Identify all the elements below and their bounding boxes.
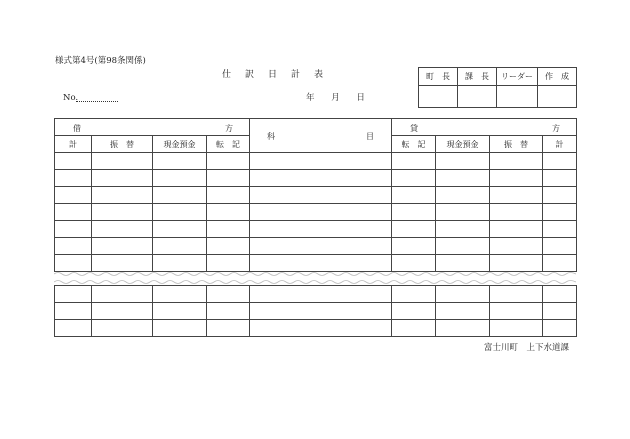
debit-transfer-header: 振 替 <box>92 136 153 153</box>
entry-cell[interactable] <box>207 255 250 272</box>
table-row <box>55 303 577 320</box>
credit-posting-header: 転 記 <box>392 136 436 153</box>
entry-cell[interactable] <box>543 170 577 187</box>
entry-cell[interactable] <box>392 221 436 238</box>
subject-label-2: 目 <box>366 132 374 141</box>
entry-cell[interactable] <box>153 255 207 272</box>
journal-table <box>54 118 577 272</box>
entry-cell[interactable] <box>92 153 153 170</box>
entry-cell[interactable] <box>153 320 207 337</box>
entry-cell[interactable] <box>250 153 392 170</box>
table-row <box>55 204 577 221</box>
approval-header-preparer: 作 成 <box>538 68 577 86</box>
entry-cell[interactable] <box>55 204 92 221</box>
entry-cell[interactable] <box>207 303 250 320</box>
table-row <box>55 221 577 238</box>
entry-cell[interactable] <box>436 286 490 303</box>
entry-cell[interactable] <box>490 221 543 238</box>
table-row <box>55 255 577 272</box>
credit-label: 貸 <box>410 124 418 133</box>
entry-cell[interactable] <box>250 286 392 303</box>
entry-cell[interactable] <box>250 255 392 272</box>
entry-cell[interactable] <box>153 204 207 221</box>
entry-cell[interactable] <box>92 238 153 255</box>
entry-cell[interactable] <box>55 286 92 303</box>
credit-side-label: 方 <box>552 124 560 133</box>
entry-cell[interactable] <box>92 303 153 320</box>
approval-table <box>418 67 577 108</box>
entry-cell[interactable] <box>153 187 207 204</box>
entry-cell[interactable] <box>153 221 207 238</box>
entry-cell[interactable] <box>250 238 392 255</box>
form-id: 様式第4号(第98条関係) <box>55 56 146 66</box>
entry-cell[interactable] <box>207 320 250 337</box>
entry-cell[interactable] <box>207 153 250 170</box>
entry-cell[interactable] <box>55 170 92 187</box>
credit-transfer-header: 振 替 <box>490 136 543 153</box>
entry-cell[interactable] <box>543 221 577 238</box>
entry-cell[interactable] <box>207 286 250 303</box>
entry-cell[interactable] <box>436 187 490 204</box>
entry-cell[interactable] <box>250 320 392 337</box>
entry-cell[interactable] <box>92 204 153 221</box>
entry-cell[interactable] <box>207 170 250 187</box>
entry-cell[interactable] <box>436 204 490 221</box>
entry-cell[interactable] <box>92 221 153 238</box>
department-footer: 富士川町 上下水道課 <box>484 343 570 353</box>
debit-cash-header: 現金預金 <box>153 136 207 153</box>
entry-cell[interactable] <box>250 187 392 204</box>
subject-label: 科 <box>267 132 275 141</box>
table-row <box>55 320 577 337</box>
entry-cell[interactable] <box>490 255 543 272</box>
entry-cell[interactable] <box>392 303 436 320</box>
approval-stamp-box[interactable] <box>419 86 458 108</box>
table-row <box>55 153 577 170</box>
entry-cell[interactable] <box>543 238 577 255</box>
entry-cell[interactable] <box>153 286 207 303</box>
debit-side-label: 方 <box>225 124 233 133</box>
entry-cell[interactable] <box>207 238 250 255</box>
approval-stamp-box[interactable] <box>458 86 497 108</box>
credit-total-header: 計 <box>543 136 577 153</box>
entry-cell[interactable] <box>543 153 577 170</box>
table-row <box>55 286 577 303</box>
document-title: 仕訳日計表 <box>222 70 338 80</box>
approval-header-leader: リーダー <box>497 68 538 86</box>
approval-header-mayor: 町 長 <box>419 68 458 86</box>
entry-cell[interactable] <box>92 320 153 337</box>
table-row <box>55 170 577 187</box>
entry-cell[interactable] <box>55 238 92 255</box>
table-row <box>55 187 577 204</box>
entry-cell[interactable] <box>436 221 490 238</box>
entry-cell[interactable] <box>436 170 490 187</box>
entry-cell[interactable] <box>543 187 577 204</box>
entry-cell[interactable] <box>92 255 153 272</box>
entry-cell[interactable] <box>250 303 392 320</box>
entry-cell[interactable] <box>543 204 577 221</box>
entry-cell[interactable] <box>436 238 490 255</box>
entry-cell[interactable] <box>92 286 153 303</box>
entry-cell[interactable] <box>55 153 92 170</box>
entry-cell[interactable] <box>55 303 92 320</box>
entry-cell[interactable] <box>436 255 490 272</box>
entry-cell[interactable] <box>392 153 436 170</box>
entry-cell[interactable] <box>153 238 207 255</box>
entry-cell[interactable] <box>392 170 436 187</box>
entry-cell[interactable] <box>92 170 153 187</box>
entry-cell[interactable] <box>55 221 92 238</box>
date-label: 年 月 日 <box>306 93 365 103</box>
entry-cell[interactable] <box>543 303 577 320</box>
entry-cell[interactable] <box>153 153 207 170</box>
entry-cell[interactable] <box>543 320 577 337</box>
omission-break <box>54 270 576 286</box>
entry-cell[interactable] <box>490 238 543 255</box>
entry-cell[interactable] <box>490 153 543 170</box>
entry-cell[interactable] <box>392 255 436 272</box>
entry-cell[interactable] <box>543 286 577 303</box>
entry-cell[interactable] <box>392 320 436 337</box>
number-field-line <box>76 101 118 102</box>
number-label: No. <box>63 93 79 103</box>
entry-cell[interactable] <box>392 204 436 221</box>
approval-stamp-box[interactable] <box>538 86 577 108</box>
entry-cell[interactable] <box>392 286 436 303</box>
entry-cell[interactable] <box>490 204 543 221</box>
journal-rows-bottom <box>55 286 577 337</box>
entry-cell[interactable] <box>490 187 543 204</box>
entry-cell[interactable] <box>490 286 543 303</box>
entry-cell[interactable] <box>92 187 153 204</box>
journal-table-continued <box>54 285 577 337</box>
entry-cell[interactable] <box>250 221 392 238</box>
entry-cell[interactable] <box>490 170 543 187</box>
entry-cell[interactable] <box>392 238 436 255</box>
entry-cell[interactable] <box>543 255 577 272</box>
journal-rows-top <box>55 153 577 272</box>
entry-cell[interactable] <box>490 303 543 320</box>
entry-cell[interactable] <box>436 320 490 337</box>
entry-cell[interactable] <box>250 204 392 221</box>
entry-cell[interactable] <box>436 153 490 170</box>
entry-cell[interactable] <box>207 187 250 204</box>
debit-label: 借 <box>73 124 81 133</box>
debit-posting-header: 転 記 <box>207 136 250 153</box>
subject-header <box>250 119 392 153</box>
debit-header <box>55 119 250 136</box>
debit-total-header: 計 <box>55 136 92 153</box>
entry-cell[interactable] <box>207 204 250 221</box>
credit-cash-header: 現金預金 <box>436 136 490 153</box>
entry-cell[interactable] <box>250 170 392 187</box>
entry-cell[interactable] <box>55 255 92 272</box>
entry-cell[interactable] <box>207 221 250 238</box>
entry-cell[interactable] <box>153 170 207 187</box>
entry-cell[interactable] <box>436 303 490 320</box>
approval-header-section-chief: 課 長 <box>458 68 497 86</box>
credit-header <box>392 119 577 136</box>
approval-stamp-box[interactable] <box>497 86 538 108</box>
entry-cell[interactable] <box>55 187 92 204</box>
entry-cell[interactable] <box>55 320 92 337</box>
entry-cell[interactable] <box>392 187 436 204</box>
entry-cell[interactable] <box>490 320 543 337</box>
entry-cell[interactable] <box>153 303 207 320</box>
table-row <box>55 238 577 255</box>
